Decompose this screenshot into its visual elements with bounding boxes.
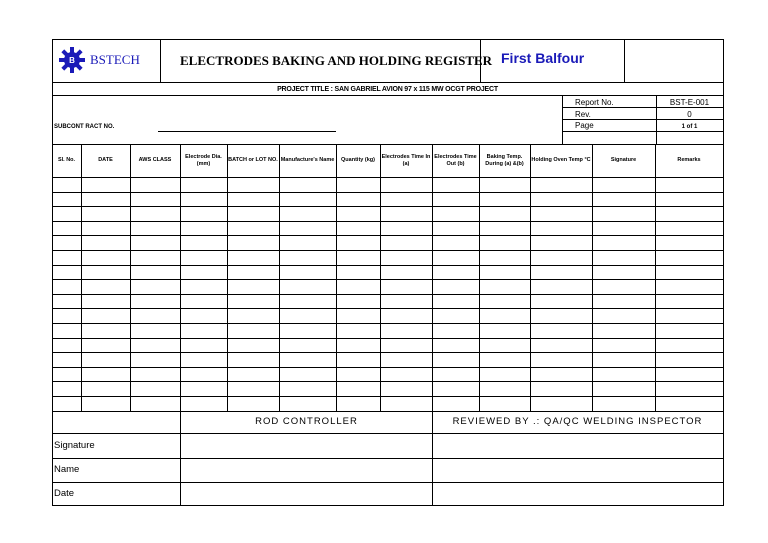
- column-header: BATCH or LOT NO.: [228, 157, 278, 164]
- grid-line-h: [52, 95, 723, 96]
- rev-label: Rev.: [575, 110, 591, 119]
- grid-line-h: [52, 221, 723, 222]
- grid-line-h: [562, 119, 723, 120]
- grid-line-h: [52, 206, 723, 207]
- report-no-label: Report No.: [575, 98, 614, 107]
- grid-line-v: [279, 144, 280, 411]
- column-header: AWS CLASS: [138, 157, 172, 164]
- column-header: Electrodes Time In (a): [381, 153, 431, 167]
- grid-line-v: [52, 39, 53, 506]
- column-header: Sl. No.: [57, 157, 76, 164]
- grid-line-v: [227, 144, 228, 411]
- grid-line-h: [52, 192, 723, 193]
- rev-value: 0: [687, 110, 692, 119]
- grid-line-h: [562, 131, 723, 132]
- grid-line-v: [130, 144, 131, 411]
- grid-line-v: [336, 144, 337, 411]
- column-header: Electrodes Time Out (b): [434, 153, 477, 167]
- grid-line-h: [52, 482, 723, 483]
- grid-line-h: [52, 338, 723, 339]
- column-header: Electrode Dia. (mm): [185, 153, 222, 167]
- rod-controller-heading: ROD CONTROLLER: [255, 416, 358, 427]
- column-header: Holding Oven Temp °C: [531, 157, 591, 164]
- project-title: PROJECT TITLE : SAN GABRIEL AVION 97 x 115 MW OCGT PROJECT: [277, 86, 498, 93]
- column-header: Remarks: [677, 157, 701, 164]
- grid-line-h: [52, 458, 723, 459]
- grid-line-h: [52, 294, 723, 295]
- column-header: Manufacture's Name: [280, 157, 335, 164]
- grid-line-v: [160, 39, 161, 82]
- grid-line-h: [52, 367, 723, 368]
- svg-text:B: B: [69, 56, 75, 65]
- grid-line-v: [180, 144, 181, 411]
- client-name: First Balfour: [501, 50, 585, 66]
- grid-line-h: [52, 250, 723, 251]
- grid-line-v: [380, 144, 381, 411]
- grid-line-h: [562, 107, 723, 108]
- date-label: Date: [54, 488, 75, 499]
- grid-line-h: [52, 505, 724, 506]
- subcontract-label: SUBCONT RACT NO.: [54, 124, 115, 130]
- name-label: Name: [54, 464, 80, 475]
- grid-line-v: [432, 144, 433, 411]
- grid-line-v: [479, 144, 480, 411]
- reviewed-by-heading: REVIEWED BY .: QA/QC WELDING INSPECTOR: [452, 416, 703, 427]
- column-header: Baking Temp. During (a) &(b): [485, 153, 524, 167]
- grid-line-h: [158, 131, 336, 132]
- report-no-value: BST-E-001: [669, 98, 710, 107]
- grid-line-h: [52, 279, 723, 280]
- grid-line-h: [52, 308, 723, 309]
- grid-line-h: [52, 352, 723, 353]
- column-header: DATE: [98, 157, 113, 164]
- grid-line-h: [52, 433, 723, 434]
- register-title: ELECTRODES BAKING AND HOLDING REGISTER: [180, 53, 493, 68]
- grid-line-v: [655, 144, 656, 411]
- grid-line-h: [52, 323, 723, 324]
- grid-line-h: [52, 265, 723, 266]
- page-value: 1 of 1: [681, 124, 698, 130]
- grid-line-h: [52, 82, 723, 83]
- grid-line-h: [52, 381, 723, 382]
- page-label: Page: [575, 121, 594, 130]
- column-header: Signature: [610, 157, 637, 164]
- signature-label: Signature: [54, 440, 95, 451]
- column-header: Quantity (kg): [341, 157, 375, 164]
- grid-line-v: [723, 39, 724, 506]
- grid-line-v: [81, 144, 82, 411]
- grid-line-v: [624, 39, 625, 82]
- grid-line-h: [52, 411, 723, 412]
- grid-line-h: [52, 235, 723, 236]
- grid-line-v: [530, 144, 531, 411]
- company-name: BSTECH: [90, 52, 140, 67]
- grid-line-v: [592, 144, 593, 411]
- grid-line-h: [52, 396, 723, 397]
- grid-line-h: [52, 177, 723, 178]
- gear-logo-icon: [58, 46, 86, 74]
